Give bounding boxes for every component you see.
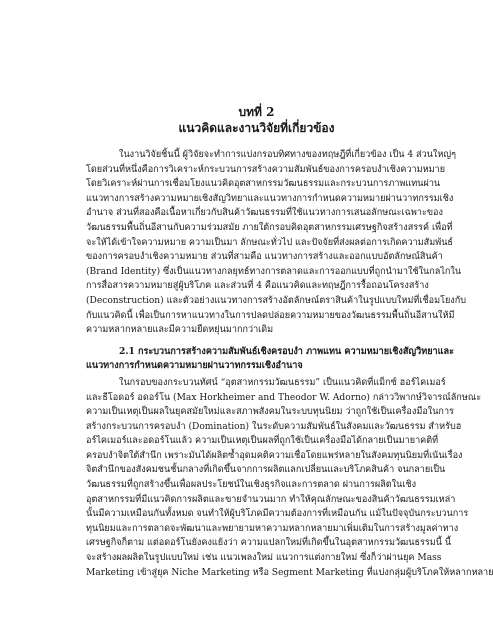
paragraph-line: เศรษฐกิจก็ตาม แต่อดอร์โนยังคงแย้งว่า ความแปลกใหม่ที่เกิดขึ้นในอุตสาหกรรมวัฒนธรรมนี้ นี้: [86, 538, 452, 549]
section-heading-line: แนวทางการกำหนดความหมายผ่านวาทกรรมเชิงอำนาจ: [86, 360, 303, 372]
paragraph-line: การสื่อสารความหมายสู่ผู้บริโภค และส่วนที่ 4 คือแนวคิดและทฤษฎีการรื้อถอนโครงสร้าง: [86, 281, 429, 292]
paragraph-line: โดยวิเคราะห์ผ่านการเชื่อมโยงแนวคิดอุตสาหกรรมวัฒนธรรมและกระบวนการภาพแทนผ่าน: [86, 179, 441, 190]
chapter-title: แนวคิดและงานวิจัยที่เกี่ยวข้อง: [178, 121, 335, 135]
paragraph-line: ทุนนิยมและการตลาดจะพัฒนาและพยายามหาความหลากหลายมาเพิ่มเติมในการสร้างมูลค่าทาง: [86, 523, 459, 534]
paragraph-line: วัฒนธรรมที่ถูกสร้างขึ้นเพื่อผลประโยชน์ในเชิงธุรกิจและการตลาด ผ่านการผลิตในเชิง: [86, 480, 417, 491]
section-heading-line: 2.1 กระบวนการสร้างความสัมพันธ์เชิงครอบงำ ภาพแทน ความหมายเชิงสัญวิทยาและ: [119, 345, 454, 357]
paragraph-line: อุตสาหกรรมที่มีแนวคิดการผลิตและขายจำนวนมาก ทำให้คุณลักษณะของสินค้าวัฒนธรรมเหล่า: [86, 494, 456, 505]
chapter-number: บทที่ 2: [238, 105, 275, 119]
paragraph-line: อร์ไคเมอร์และอดอร์โนแล้ว ความเป็นเหตุเป็นผลที่ถูกใช้เป็นเครื่องมือได้กลายเป็นมายาคติที่: [86, 436, 439, 447]
paragraph-line: Marketing เข้าสู่ยุค Niche Marketing หรือ Segment Marketing ที่แบ่งกลุ่มผู้บริโภคให้หลากหลาย: [86, 567, 493, 578]
paragraph-line: กับแนวคิดนี้ เพื่อเป็นการหาแนวทางในการปลดปล่อยความหมายของวัฒนธรรมพื้นถิ่นอีสานให้มี: [86, 310, 455, 321]
intro-paragraph: [86, 148, 467, 338]
paragraph-line: ในงานวิจัยชิ้นนี้ ผู้วิจัยจะทำการแบ่งกรอบทิศทางของทฤษฎีที่เกี่ยวข้อง เป็น 4 ส่วนใหญ่ๆ: [119, 150, 456, 160]
paragraph-line: (Deconstruction) และตัวอย่างแนวทางการสร้างอัตลักษณ์ตราสินค้าในรูปแบบใหม่ที่เชื่อมโยงกับ: [86, 295, 467, 306]
paragraph-line: สร้างกระบวนการครอบงำ (Domination) ในระดับความสัมพันธ์ในสังคมและวัฒนธรรม สำหรับฮ: [86, 421, 462, 432]
paragraph-line: จิตสำนึกของสังคมชนชั้นกลางที่เกิดขึ้นจากการผลิตแลกเปลี่ยนและบริโภคสินค้า จนกลายเป็น: [86, 465, 446, 476]
paragraph-line: จะสร้างผลผลิตในรูปแบบใหม่ เช่น แนวเพลงใหม่ แนวการแต่งกายใหม่ ซึ่งก็ว่าผ่านยุค Mass: [86, 553, 442, 564]
paragraph-line: ของการครอบงำเชิงความหมาย ส่วนที่สามคือ แนวทางการสร้างและออกแบบอัตลักษณ์สินค้า: [86, 252, 443, 263]
paragraph-line: (Brand Identity) ซึ่งเป็นแนวทางกลยุทธ์ทางการตลาดและการออกแบบที่ถูกนำมาใช้ในกลไกใน: [86, 266, 462, 277]
paragraph-line: วัฒนธรรมพื้นถิ่นอีสานกับความร่วมสมัย ภายใต้กรอบคิดอุตสาหกรรมเศรษฐกิจสร้างสรรค์ เพื่อที่: [86, 222, 453, 233]
paragraph-line: จะให้ได้เข้าใจความหมาย ความเป็นมา ลักษณะทั่วไป และปัจจัยที่ส่งผลต่อการเกิดความสัมพันธ์: [86, 237, 453, 248]
paragraph-line: แนวทางการสร้างความหมายเชิงสัญวิทยาและแนวทางการกำหนดความหมายผ่านวาทกรรมเชิง: [86, 193, 454, 204]
section-paragraph: [86, 376, 493, 580]
paragraph-line: โดยส่วนที่หนึ่งคือการวิเคราะห์กระบวนการสร้างความสัมพันธ์ของการครอบงำเชิงความหมาย: [86, 164, 446, 175]
paragraph-line: ความหลากหลายและมีความยืดหยุ่นมากกว่าเดิม: [86, 325, 274, 336]
paragraph-line: อำนาจ ส่วนที่สองคือเนื้อหาเกี่ยวกับสินค้าวัฒนธรรมที่ใช้แนวทางการเสนอลักษณะเฉพาะของ: [86, 208, 443, 219]
paragraph-line: นั้นมีความเหมือนกันทั้งหมด จนทำให้ผู้บริโภคมีความต้องการที่เหมือนกัน แม้ในปัจจุบันกระบวนการ: [86, 509, 469, 520]
paragraph-line: ในกรอบของกระบวนทัศน์ “อุตสาหกรรมวัฒนธรรม” เป็นแนวคิดที่แม็กซ์ ฮอร์ไคเมอร์: [119, 377, 446, 388]
paragraph-line: และธีโอดอร์ อดอร์โน (Max Horkheimer and Theodor W. Adorno) กล่าววิพากษ์วิจารณ์ลักษณะ: [86, 392, 482, 403]
paragraph-line: ความเป็นเหตุเป็นผลในยุคสมัยใหม่และสภาพสังคมในระบบทุนนิยม ว่าถูกใช้เป็นเครื่องมือในการ: [86, 407, 454, 418]
paragraph-line: ครอบงำจิตใต้สำนึก เพราะมันได้ผลิตซ้ำอุดมคติความเชื่อโดยแพร่หลายในสังคมทุนนิยมที่เน้นเรื่อง: [86, 450, 463, 461]
section-heading: [86, 345, 454, 374]
